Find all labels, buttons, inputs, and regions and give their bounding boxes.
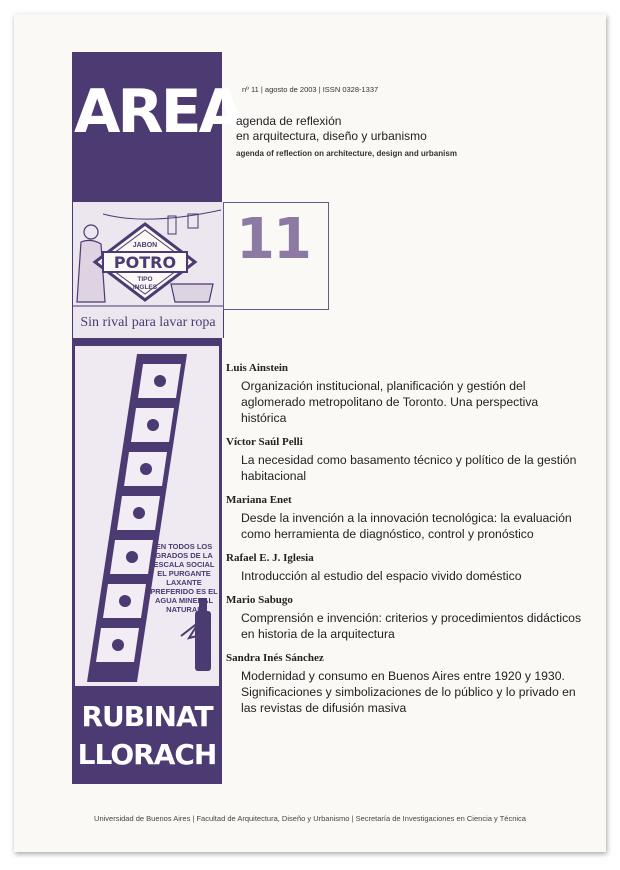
article-entry bbox=[226, 494, 586, 542]
article-author: Sandra Inés Sánchez bbox=[226, 652, 324, 664]
table-of-contents bbox=[226, 362, 586, 726]
subtitle-line-1: agenda de reflexión bbox=[236, 114, 342, 128]
film-strip-drawing bbox=[75, 346, 219, 686]
article-entry bbox=[226, 436, 586, 484]
rubinat-ad-illustration bbox=[72, 346, 222, 686]
subtitle-spanish bbox=[236, 114, 427, 144]
article-author: Mario Sabugo bbox=[226, 594, 293, 606]
article-title: Organización institucional, planificación y gestión del aglomerado metropolitano de Toronto. Una perspectiva histórica bbox=[241, 379, 539, 425]
magazine-cover bbox=[14, 14, 606, 852]
article-title: Comprensión e invención: criterios y procedimientos didácticos en historia de la arquitectura bbox=[241, 611, 582, 641]
article-author: Luis Ainstein bbox=[226, 362, 289, 374]
rubinat-ad-text: EN TODOS LOS GRADOS DE LA ESCALA SOCIAL EL PURGANTE LAXANTE PREFERIDO ES EL AGUA MINERAL NATURAL bbox=[150, 542, 218, 614]
article-author: Mariana Enet bbox=[226, 494, 292, 506]
article-entry bbox=[226, 552, 586, 584]
magazine-title: AREA bbox=[74, 77, 243, 147]
issue-meta: nº 11 | agosto de 2003 | ISSN 0328-1337 bbox=[242, 85, 379, 94]
publisher-footer: Universidad de Buenos Aires | Facultad de Arquitectura, Diseño y Urbanismo | Secretaría de Investigaciones en Ciencia y Técnica bbox=[94, 814, 526, 823]
soap-brand-bottom-2: INGLES bbox=[132, 284, 158, 291]
rubinat-brand-block bbox=[72, 686, 222, 784]
article-title: Introducción al estudio del espacio vivido doméstico bbox=[241, 569, 522, 583]
subtitle-line-2: en arquitectura, diseño y urbanismo bbox=[236, 129, 427, 143]
divider-rule bbox=[72, 338, 222, 346]
article-title: La necesidad como basamento técnico y político de la gestión habitacional bbox=[241, 453, 577, 483]
article-entry bbox=[226, 362, 586, 426]
article-title: Desde la invención a la innovación tecnológica: la evaluación como herramienta de diagnóstico, control y pronóstico bbox=[241, 511, 572, 541]
soap-brand-bottom-1: TIPO bbox=[137, 276, 153, 283]
masthead-block bbox=[72, 52, 243, 202]
article-entry bbox=[226, 652, 586, 716]
soap-ad-illustration bbox=[72, 202, 224, 338]
issue-number: 11 bbox=[236, 207, 310, 272]
article-title: Modernidad y consumo en Buenos Aires entre 1920 y 1930. Significaciones y simbolizaciones de lo público y lo privado en las revistas de difusión masiva bbox=[241, 669, 576, 715]
soap-brand-top: JABON bbox=[132, 242, 158, 249]
article-author: Rafael E. J. Iglesia bbox=[226, 552, 314, 564]
article-author: Víctor Saúl Pelli bbox=[226, 436, 303, 448]
issue-number-box bbox=[223, 202, 329, 310]
soap-brand: POTRO bbox=[113, 253, 177, 272]
subtitle-english: agenda of reflection on architecture, design and urbanism bbox=[236, 149, 457, 158]
rubinat-line-1: RUBINAT bbox=[81, 700, 213, 733]
rubinat-line-2: LLORACH bbox=[77, 738, 217, 771]
article-entry bbox=[226, 594, 586, 642]
soap-ad-caption: Sin rival para lavar ropa bbox=[80, 315, 216, 330]
